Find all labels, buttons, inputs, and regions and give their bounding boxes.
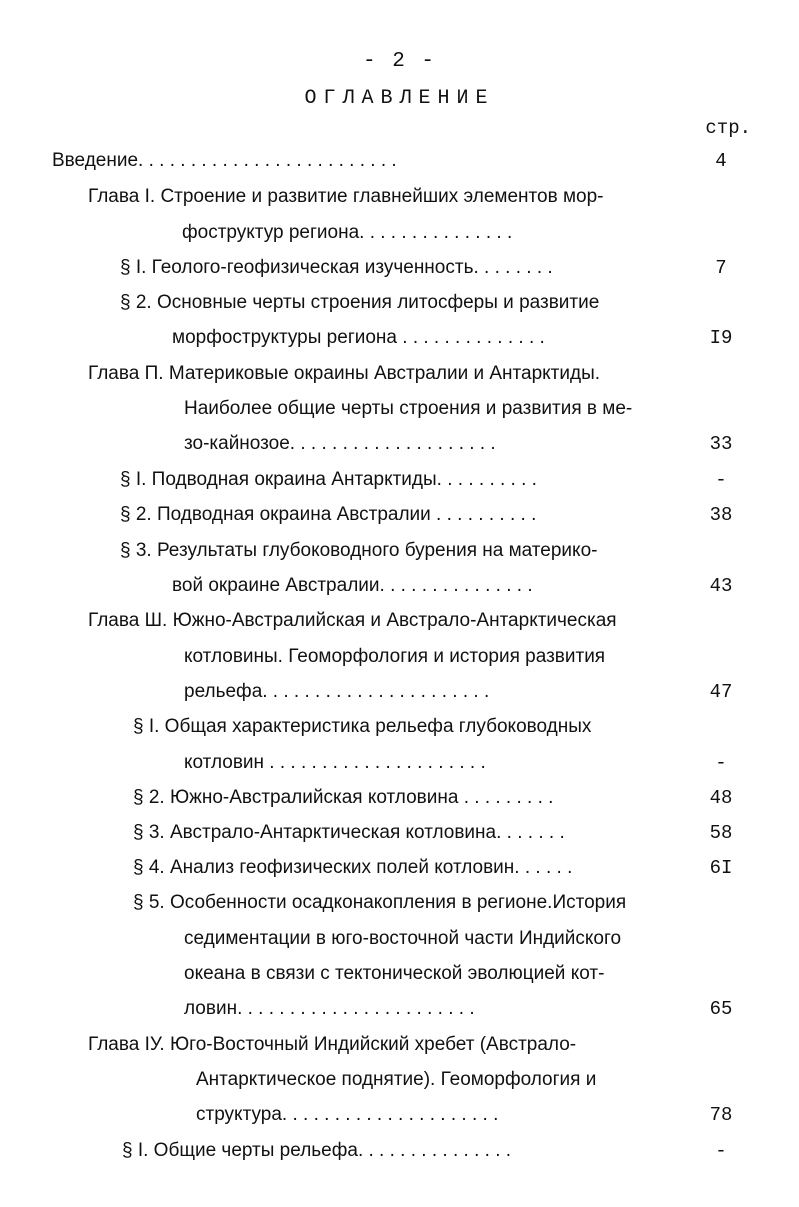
toc-entry-text: фоструктур региона. . . . . . . . . . . . . . . [182,222,513,243]
toc-entry-4-1 [0,1137,799,1165]
toc-entry-chapter-4 [0,1031,799,1059]
toc-entry-text: § I. Общие черты рельефа. . . . . . . . . . . . . . . [122,1140,512,1161]
toc-entry-text: океана в связи с тектонической эволюцией кот- [184,963,605,984]
toc-entry-page: 43 [709,575,733,597]
toc-entry-3-5-cont [0,925,799,953]
toc-entry-page: 65 [709,998,733,1020]
toc-entry-introduction [0,147,799,175]
toc-entry-chapter-4-cont [0,1101,799,1129]
toc-entry-text: вой окраине Австралии. . . . . . . . . . . . . . . [172,575,533,596]
page-column-header: стр. [705,117,751,139]
toc-entry-text: рельефа. . . . . . . . . . . . . . . . . . . . . . [184,681,490,702]
toc-entry-text: § 2. Южно-Австралийская котловина . . . . . . . . . [133,787,554,808]
toc-entry-3-5 [0,889,799,917]
toc-entry-chapter-2-cont [0,395,799,423]
toc-entry-text: Введение. . . . . . . . . . . . . . . . . . . . . . . . . [52,150,397,171]
toc-entry-text: Глава П. Материковые окраины Австралии и Антарктиды. [88,363,601,384]
toc-entry-page: - [715,1140,727,1162]
toc-entry-text: котловины. Геоморфология и история развития [184,646,606,667]
toc-entry-page: 6I [709,857,733,879]
toc-entry-page: I9 [709,327,733,349]
toc-entry-chapter-2-cont [0,430,799,458]
toc-entry-text: § I. Геолого-геофизическая изученность. . . . . . . . [120,257,553,278]
toc-entry-text: § I. Общая характеристика рельефа глубоководных [133,716,592,737]
page-title: ОГЛАВЛЕНИЕ [304,87,495,110]
toc-entry-2-3-cont [0,572,799,600]
toc-entry-text: § 2. Подводная окраина Австралии . . . . . . . . . . [120,504,537,525]
toc-entry-2-1 [0,466,799,494]
toc-entry-3-4 [0,854,799,882]
toc-entry-text: § 3. Австрало-Антарктическая котловина. . . . . . . [133,822,565,843]
toc-entry-chapter-3-cont [0,643,799,671]
toc-entry-text: Глава IУ. Юго-Восточный Индийский хребет (Австрало- [88,1034,577,1055]
toc-entry-page: - [715,469,727,491]
toc-entry-3-1-cont [0,749,799,777]
toc-entry-text: котловин . . . . . . . . . . . . . . . . . . . . . [184,752,486,773]
toc-entry-3-2 [0,784,799,812]
toc-entry-page: 48 [709,787,733,809]
toc-entry-text: § 5. Особенности осадконакопления в регионе.История [133,892,627,913]
toc-entry-page: 38 [709,504,733,526]
toc-entry-2-2 [0,501,799,529]
toc-entry-text: § 3. Результаты глубоководного бурения на материко- [120,540,598,561]
toc-entry-page: 58 [709,822,733,844]
toc-entry-3-3 [0,819,799,847]
toc-entry-1-2 [0,289,799,317]
toc-entry-3-5-cont [0,960,799,988]
toc-entry-page: - [715,752,727,774]
toc-entry-3-5-cont [0,995,799,1023]
toc-entry-text: ловин. . . . . . . . . . . . . . . . . . . . . . . [184,998,475,1019]
toc-entry-page: 4 [715,150,727,172]
toc-entry-text: морфоструктуры региона . . . . . . . . . . . . . . [172,327,545,348]
toc-entry-chapter-2 [0,360,799,388]
toc-entry-chapter-4-cont [0,1066,799,1094]
toc-entry-page: 47 [709,681,733,703]
toc-entry-text: § 4. Анализ геофизических полей котловин. . . . . . [133,857,573,878]
toc-entry-text: § I. Подводная окраина Антарктиды. . . . . . . . . . [120,469,537,490]
toc-entry-3-1 [0,713,799,741]
toc-entry-page: 7 [715,257,727,279]
toc-entry-2-3 [0,537,799,565]
toc-entry-chapter-3 [0,607,799,635]
toc-entry-text: Наиболее общие черты строения и развития в ме- [184,398,633,419]
toc-entry-text: § 2. Основные черты строения литосферы и развитие [120,292,600,313]
toc-entry-chapter-3-cont [0,678,799,706]
toc-entry-text: Антарктическое поднятие). Геоморфология и [196,1069,597,1090]
toc-entry-text: Глава Ш. Южно-Австралийская и Австрало-Антарктическая [88,610,617,631]
page-number: - 2 - [362,50,436,73]
toc-entry-page: 33 [709,433,733,455]
toc-entry-chapter-1 [0,183,799,211]
toc-entry-text: Глава I. Строение и развитие главнейших элементов мор- [88,186,604,207]
toc-entry-1-2-cont [0,324,799,352]
toc-entry-text: структура. . . . . . . . . . . . . . . . . . . . . [196,1104,499,1125]
toc-entry-chapter-1-cont [0,219,799,247]
toc-entry-text: седиментации в юго-восточной части Индийского [184,928,622,949]
toc-entry-1-1 [0,254,799,282]
toc-entry-text: зо-кайнозое. . . . . . . . . . . . . . . . . . . . [184,433,496,454]
toc-entry-page: 78 [709,1104,733,1126]
